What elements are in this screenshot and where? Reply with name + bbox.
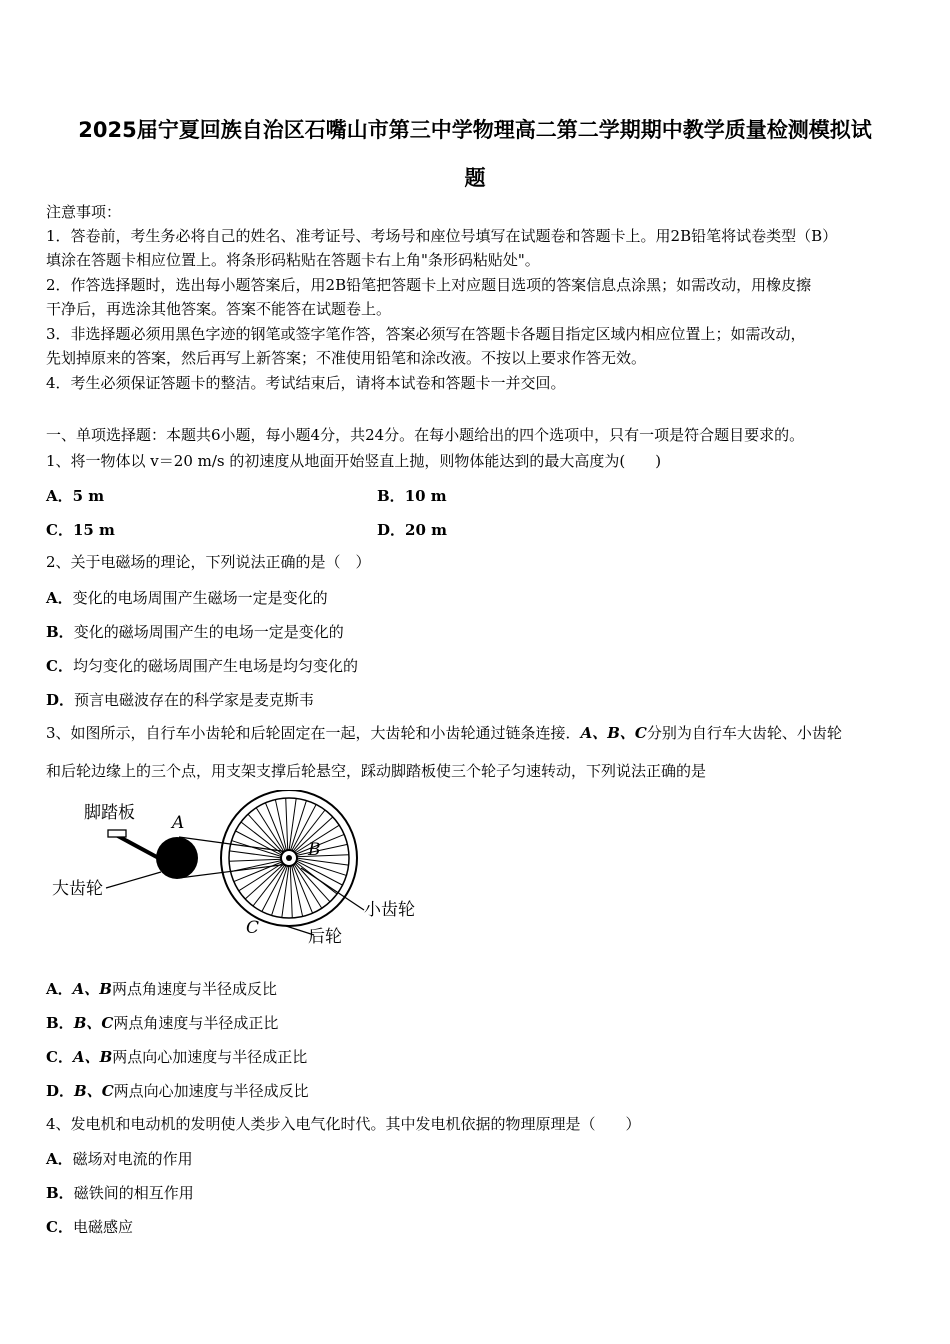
- option-text: 变化的磁场周围产生的电场一定是变化的: [73, 623, 344, 641]
- notes-line: 填涂在答题卡相应位置上。将条形码粘贴在答题卡右上角"条形码粘贴处"。: [46, 251, 540, 269]
- q2-option-b: [46, 621, 344, 642]
- option-text: 磁场对电流的作用: [72, 1150, 193, 1168]
- big-gear: [156, 837, 198, 879]
- q4-option-b: [46, 1182, 194, 1203]
- option-letter: B．: [46, 1184, 74, 1202]
- option-points: B、C: [74, 1082, 114, 1100]
- question-3-stem: [46, 723, 842, 743]
- option-text: 20 m: [405, 521, 447, 539]
- bicycle-gear-figure: [46, 790, 426, 952]
- q4-option-a: [46, 1148, 193, 1169]
- option-text: 15 m: [72, 521, 115, 539]
- option-text: 两点向心加速度与半径成反比: [113, 1082, 309, 1100]
- spoke: [296, 855, 349, 857]
- option-letter: B．: [377, 487, 405, 505]
- spoke: [253, 864, 286, 906]
- option-text: 两点角速度与半径成反比: [111, 980, 277, 998]
- option-text: 变化的电场周围产生磁场一定是变化的: [72, 589, 328, 607]
- option-letter: A．: [46, 589, 73, 607]
- notes-heading: 注意事项：: [46, 203, 122, 221]
- label-small-gear: 小齿轮: [364, 900, 415, 920]
- option-text: 5 m: [72, 487, 105, 505]
- question-2-stem: 2、关于电磁场的理论，下列说法正确的是（ ）: [46, 553, 371, 571]
- question-1-stem: 1、将一物体以 v＝20 m/s 的初速度从地面开始竖直上抛，则物体能达到的最大高度为( ): [46, 452, 662, 470]
- section-heading: 一、单项选择题：本题共6小题，每小题4分，共24分。在每小题给出的四个选项中，只有一项是符合题目要求的。: [46, 426, 805, 444]
- notes-line: 2．作答选择题时，选出每小题答案后，用2B铅笔把答题卡上对应题目选项的答案信息点涂黑；如需改动，用橡皮擦: [46, 276, 812, 294]
- notes-line: 干净后，再选涂其他答案。答案不能答在试题卷上。: [46, 300, 392, 318]
- option-points: B、C: [73, 1014, 114, 1032]
- option-text: 电磁感应: [72, 1218, 133, 1236]
- label-rear-wheel: 后轮: [308, 927, 342, 947]
- question-4-stem: 4、发电机和电动机的发明使人类步入电气化时代。其中发电机依据的物理原理是（ ）: [46, 1115, 641, 1133]
- spoke: [296, 860, 343, 885]
- option-letter: A．: [46, 487, 73, 505]
- question-3-stem-line2: 和后轮边缘上的三个点，用支架支撑后轮悬空，踩动脚踏板使三个轮子匀速转动，下列说法正确的是: [46, 762, 707, 780]
- option-letter: A．: [46, 980, 73, 998]
- q1-option-d: [377, 519, 447, 540]
- label-point-c: C: [246, 918, 260, 938]
- option-text: 两点向心加速度与半径成正比: [112, 1048, 308, 1066]
- stem-text: 3、如图所示，自行车小齿轮和后轮固定在一起，大齿轮和小齿轮通过链条连接．: [46, 724, 581, 742]
- spoke: [241, 822, 283, 855]
- q3-option-d: [46, 1080, 309, 1101]
- option-letter: B．: [46, 1014, 74, 1032]
- stem-points: A、B、C: [580, 724, 647, 742]
- label-point-a: A: [172, 813, 185, 833]
- q3-option-a: [46, 978, 277, 999]
- spoke: [229, 859, 282, 861]
- option-text: 预言电磁波存在的科学家是麦克斯韦: [74, 691, 315, 709]
- label-point-b: B: [308, 840, 321, 860]
- option-text: 均匀变化的磁场周围产生电场是均匀变化的: [72, 657, 358, 675]
- document-title: 2025届宁夏回族自治区石嘴山市第三中学物理高二第二学期期中教学质量检测模拟试: [78, 118, 872, 142]
- spoke: [290, 865, 292, 918]
- big-gear-pointer: [106, 872, 161, 888]
- q1-option-b: [377, 485, 447, 506]
- q2-option-d: [46, 689, 314, 710]
- option-text: 两点角速度与半径成正比: [113, 1014, 279, 1032]
- option-letter: A．: [46, 1150, 73, 1168]
- option-letter: D．: [46, 691, 75, 709]
- spoke: [275, 800, 286, 852]
- spoke: [296, 844, 348, 855]
- q4-option-c: [46, 1216, 133, 1237]
- q2-option-a: [46, 587, 328, 608]
- option-text: 10 m: [404, 487, 447, 505]
- spoke: [262, 865, 287, 912]
- spoke: [291, 865, 302, 917]
- spoke: [286, 798, 288, 851]
- option-letter: D．: [377, 521, 406, 539]
- hub: [286, 855, 292, 861]
- option-text: 磁铁间的相互作用: [73, 1184, 194, 1202]
- notes-line: 先划掉原来的答案，然后再写上新答案；不准使用铅笔和涂改液。不按以上要求作答无效。: [46, 349, 647, 367]
- option-letter: C．: [46, 1218, 73, 1236]
- notes-line: 4．考生必须保证答题卡的整洁。考试结束后，请将本试卷和答题卡一并交回。: [46, 374, 566, 392]
- q3-option-b: [46, 1012, 278, 1033]
- q1-option-c: [46, 519, 115, 540]
- q1-option-a: [46, 485, 104, 506]
- notes-line: 3．非选择题必须用黑色字迹的钢笔或签字笔作答，答案必须写在答题卡各题目指定区域内相应位置上；如需改动，: [46, 325, 806, 343]
- document-title-continued: 题: [464, 166, 486, 190]
- q2-option-c: [46, 655, 358, 676]
- option-letter: D．: [46, 1082, 75, 1100]
- option-letter: C．: [46, 1048, 73, 1066]
- q3-option-c: [46, 1046, 307, 1067]
- label-pedal: 脚踏板: [84, 803, 135, 823]
- stem-text: 分别为自行车大齿轮、小齿轮: [646, 724, 842, 742]
- option-letter: C．: [46, 657, 73, 675]
- option-letter: C．: [46, 521, 73, 539]
- option-points: A、B: [72, 980, 112, 998]
- notes-line: 1．答卷前，考生务必将自己的姓名、准考证号、考场号和座位号填写在试题卷和答题卡上。用2B铅笔将试卷类型（B）: [46, 227, 838, 245]
- option-letter: B．: [46, 623, 74, 641]
- option-points: A、B: [72, 1048, 113, 1066]
- pedal-icon: [108, 830, 126, 837]
- spoke: [235, 831, 282, 856]
- label-big-gear: 大齿轮: [52, 879, 103, 899]
